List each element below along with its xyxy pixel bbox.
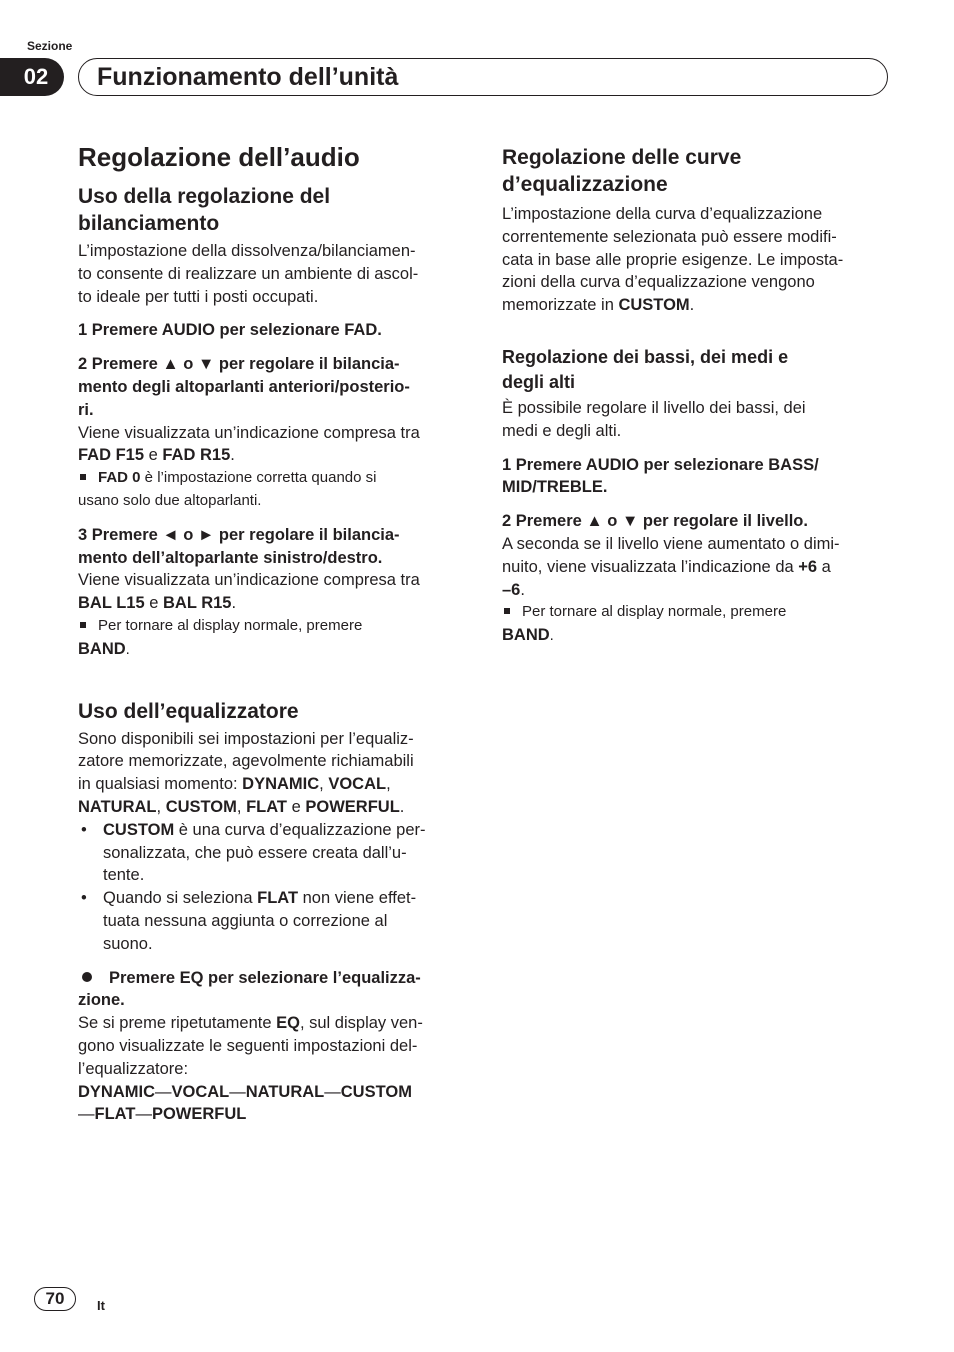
balance-intro-line1: L’impostazione della dissolvenza/bilanciamen- xyxy=(78,242,416,260)
preset-vocal: VOCAL xyxy=(328,775,387,794)
period: . xyxy=(399,797,405,816)
bass-desc-text: nuito, viene visualizzata l’indicazione da xyxy=(502,557,799,576)
bal-l15: BAL L15 xyxy=(78,594,145,613)
dash: — xyxy=(135,1105,152,1124)
eq-heading: Uso dell’equalizzatore xyxy=(78,699,299,723)
fad-r15: FAD R15 xyxy=(162,446,231,465)
balance-step2-desc-line2 xyxy=(78,444,478,467)
conj-e: e xyxy=(144,594,163,613)
seq-custom: CUSTOM xyxy=(340,1082,412,1101)
bass-heading-line2: degli alti xyxy=(502,371,576,392)
preset-powerful: POWERFUL xyxy=(305,797,400,816)
bass-note-text: Per tornare al display normale, premere xyxy=(522,603,787,621)
balance-step3-line1: 3 Premere ◄ o ► per regolare il bilancia- xyxy=(78,525,400,544)
period: . xyxy=(689,296,695,315)
dash: — xyxy=(155,1082,172,1101)
bass-note xyxy=(502,601,902,624)
bullet-icon: • xyxy=(81,820,87,839)
balance-note1-line2: usano solo due altoparlanti. xyxy=(78,491,262,509)
page-number: 70 xyxy=(34,1287,76,1311)
bass-desc-text: a xyxy=(817,557,831,576)
balance-heading-line1: Uso della regolazione del xyxy=(78,185,331,208)
eq-intro-line4 xyxy=(78,796,478,819)
comma: , xyxy=(319,775,329,794)
eq-desc-line1 xyxy=(78,1012,478,1035)
bullet-icon: • xyxy=(81,889,87,908)
curve-intro-line5 xyxy=(502,294,902,317)
conj-e: e xyxy=(287,797,306,816)
seq-natural: NATURAL xyxy=(245,1082,325,1101)
balance-step2-line1: 2 Premere ▲ o ▼ per regolare il bilancia- xyxy=(78,355,400,374)
balance-section xyxy=(78,183,478,662)
note-square-icon xyxy=(80,622,86,628)
balance-note1-text: è l’impostazione corretta quando si xyxy=(140,469,377,487)
bass-intro-line1: È possibile regolare il livello dei bassi, dei xyxy=(502,398,806,417)
balance-note1 xyxy=(78,467,478,490)
curve-intro-line1: L’impostazione della curva d’equalizzazione xyxy=(502,205,823,223)
balance-step3-desc-line2 xyxy=(78,592,478,615)
period: . xyxy=(125,640,130,658)
curve-heading-line2: d’equalizzazione xyxy=(502,173,668,196)
eq-desc-text: , sul display ven- xyxy=(299,1014,423,1033)
eq-intro-line3 xyxy=(78,773,478,796)
eq-intro-line1: Sono disponibili sei impostazioni per l’equaliz- xyxy=(78,729,414,748)
preset-dynamic: DYNAMIC xyxy=(242,775,320,794)
curve-intro-line2: correntemente selezionata può essere modifi- xyxy=(502,227,837,246)
eq-step-line1 xyxy=(78,967,478,990)
balance-intro-line3: to ideale per tutti i posti occupati. xyxy=(78,287,319,306)
bass-desc-line3 xyxy=(502,579,902,602)
page-title: Regolazione dell’audio xyxy=(78,142,360,172)
step-circle-icon xyxy=(82,972,92,982)
eq-bullet-flat-line2: tuata nessuna aggiunta o correzione al xyxy=(103,911,388,930)
custom-term: CUSTOM xyxy=(618,296,690,315)
seq-flat: FLAT xyxy=(94,1105,136,1124)
balance-step1: 1 Premere AUDIO per selezionare FAD. xyxy=(78,321,382,340)
balance-step2-line3: ri. xyxy=(78,400,94,419)
seq-dynamic: DYNAMIC xyxy=(78,1082,155,1101)
bullet-text: è una curva d’equalizzazione per- xyxy=(174,820,426,839)
curve-intro-line3: cata in base alle proprie esigenze. Le imposta- xyxy=(502,250,844,269)
preset-flat: FLAT xyxy=(246,797,287,816)
balance-intro-line2: to consente di realizzare un ambiente di ascol- xyxy=(78,264,419,283)
band-key: BAND xyxy=(78,639,126,658)
left-column xyxy=(78,141,478,1126)
comma: , xyxy=(236,797,247,816)
eq-bullet-custom-line2: sonalizzata, che può essere creata dall’u- xyxy=(103,843,407,862)
preset-custom: CUSTOM xyxy=(165,797,237,816)
section-number: 02 xyxy=(0,58,64,96)
section-title: Funzionamento dell’unità xyxy=(97,63,399,91)
eq-intro-line2: zatore memorizzate, agevolmente richiamabili xyxy=(78,752,414,771)
eq-bullet-custom-line1 xyxy=(103,819,478,842)
balance-step2-desc-line1: Viene visualizzata un’indicazione compresa tra xyxy=(78,423,420,442)
custom-term: CUSTOM xyxy=(103,820,175,839)
bullet-text: Quando si seleziona xyxy=(103,889,258,908)
note-square-icon xyxy=(504,608,510,614)
eq-step-line2: zione. xyxy=(78,991,125,1010)
bass-step1-line1: 1 Premere AUDIO per selezionare BASS/ xyxy=(502,455,819,474)
eq-desc-line3: l’equalizzatore: xyxy=(78,1059,189,1078)
eq-sequence-line1 xyxy=(78,1081,478,1104)
balance-note2 xyxy=(78,615,478,638)
eq-desc-text: Se si preme ripetutamente xyxy=(78,1014,277,1033)
level-minus6: –6 xyxy=(502,580,521,599)
eq-bullet-flat-line3: suono. xyxy=(103,934,153,953)
period: . xyxy=(231,594,237,613)
language-code: It xyxy=(97,1298,105,1313)
bullet-text: non viene effet- xyxy=(298,889,417,908)
dash: — xyxy=(324,1082,341,1101)
bass-desc-line2 xyxy=(502,556,902,579)
bass-heading-line1: Regolazione dei bassi, dei medi e xyxy=(502,346,789,367)
bass-step2: 2 Premere ▲ o ▼ per regolare il livello. xyxy=(502,512,808,531)
bass-intro-line2: medi e degli alti. xyxy=(502,421,622,440)
conj-e: e xyxy=(144,446,163,465)
balance-note2-line2 xyxy=(78,638,478,662)
period: . xyxy=(230,446,235,465)
period: . xyxy=(520,580,525,599)
balance-step3-line2: mento dell’altoparlante sinistro/destro. xyxy=(78,548,383,567)
bal-r15: BAL R15 xyxy=(163,594,232,613)
curve-section xyxy=(502,144,902,317)
eq-bullet-custom xyxy=(78,819,478,887)
right-column xyxy=(502,144,902,648)
eq-section xyxy=(78,698,478,1127)
bass-section xyxy=(502,345,902,648)
preset-natural: NATURAL xyxy=(78,797,157,816)
eq-bullet-custom-line3: tente. xyxy=(103,866,145,885)
eq-bullet-flat xyxy=(78,887,478,955)
curve-text: memorizzate in xyxy=(502,296,619,315)
fad-0: FAD 0 xyxy=(98,469,141,487)
seq-powerful: POWERFUL xyxy=(151,1105,247,1124)
eq-bullet-flat-line1 xyxy=(103,887,478,910)
note-square-icon xyxy=(80,474,86,480)
bass-step1-line2: MID/TREBLE. xyxy=(502,478,608,497)
eq-key: EQ xyxy=(276,1014,300,1033)
eq-intro-text: in qualsiasi momento: xyxy=(78,775,243,794)
eq-desc-line2: gono visualizzate le seguenti impostazioni del- xyxy=(78,1036,418,1055)
band-key: BAND xyxy=(502,626,550,645)
balance-step3-desc-line1: Viene visualizzata un’indicazione compresa tra xyxy=(78,571,420,590)
period: . xyxy=(549,627,554,645)
section-label: Sezione xyxy=(27,39,73,53)
balance-heading-line2: bilanciamento xyxy=(78,212,220,235)
balance-step2-line2: mento degli altoparlanti anteriori/posterio- xyxy=(78,377,410,396)
level-plus6: +6 xyxy=(798,557,818,576)
dash: — xyxy=(229,1082,246,1101)
balance-note2-text: Per tornare al display normale, premere xyxy=(98,616,363,634)
eq-step-text: Premere EQ per selezionare l’equalizza- xyxy=(109,968,421,987)
bass-desc-line1: A seconda se il livello viene aumentato o dimi- xyxy=(502,534,840,553)
dash: — xyxy=(78,1105,95,1124)
comma: , xyxy=(386,775,391,794)
comma: , xyxy=(156,797,166,816)
eq-sequence-line2 xyxy=(78,1103,478,1126)
curve-heading-line1: Regolazione delle curve xyxy=(502,146,742,169)
flat-term: FLAT xyxy=(257,889,299,908)
bass-note-line2 xyxy=(502,624,902,648)
fad-f15: FAD F15 xyxy=(78,446,145,465)
seq-vocal: VOCAL xyxy=(171,1082,230,1101)
curve-intro-line4: zioni della curva d’equalizzazione vengono xyxy=(502,273,815,292)
